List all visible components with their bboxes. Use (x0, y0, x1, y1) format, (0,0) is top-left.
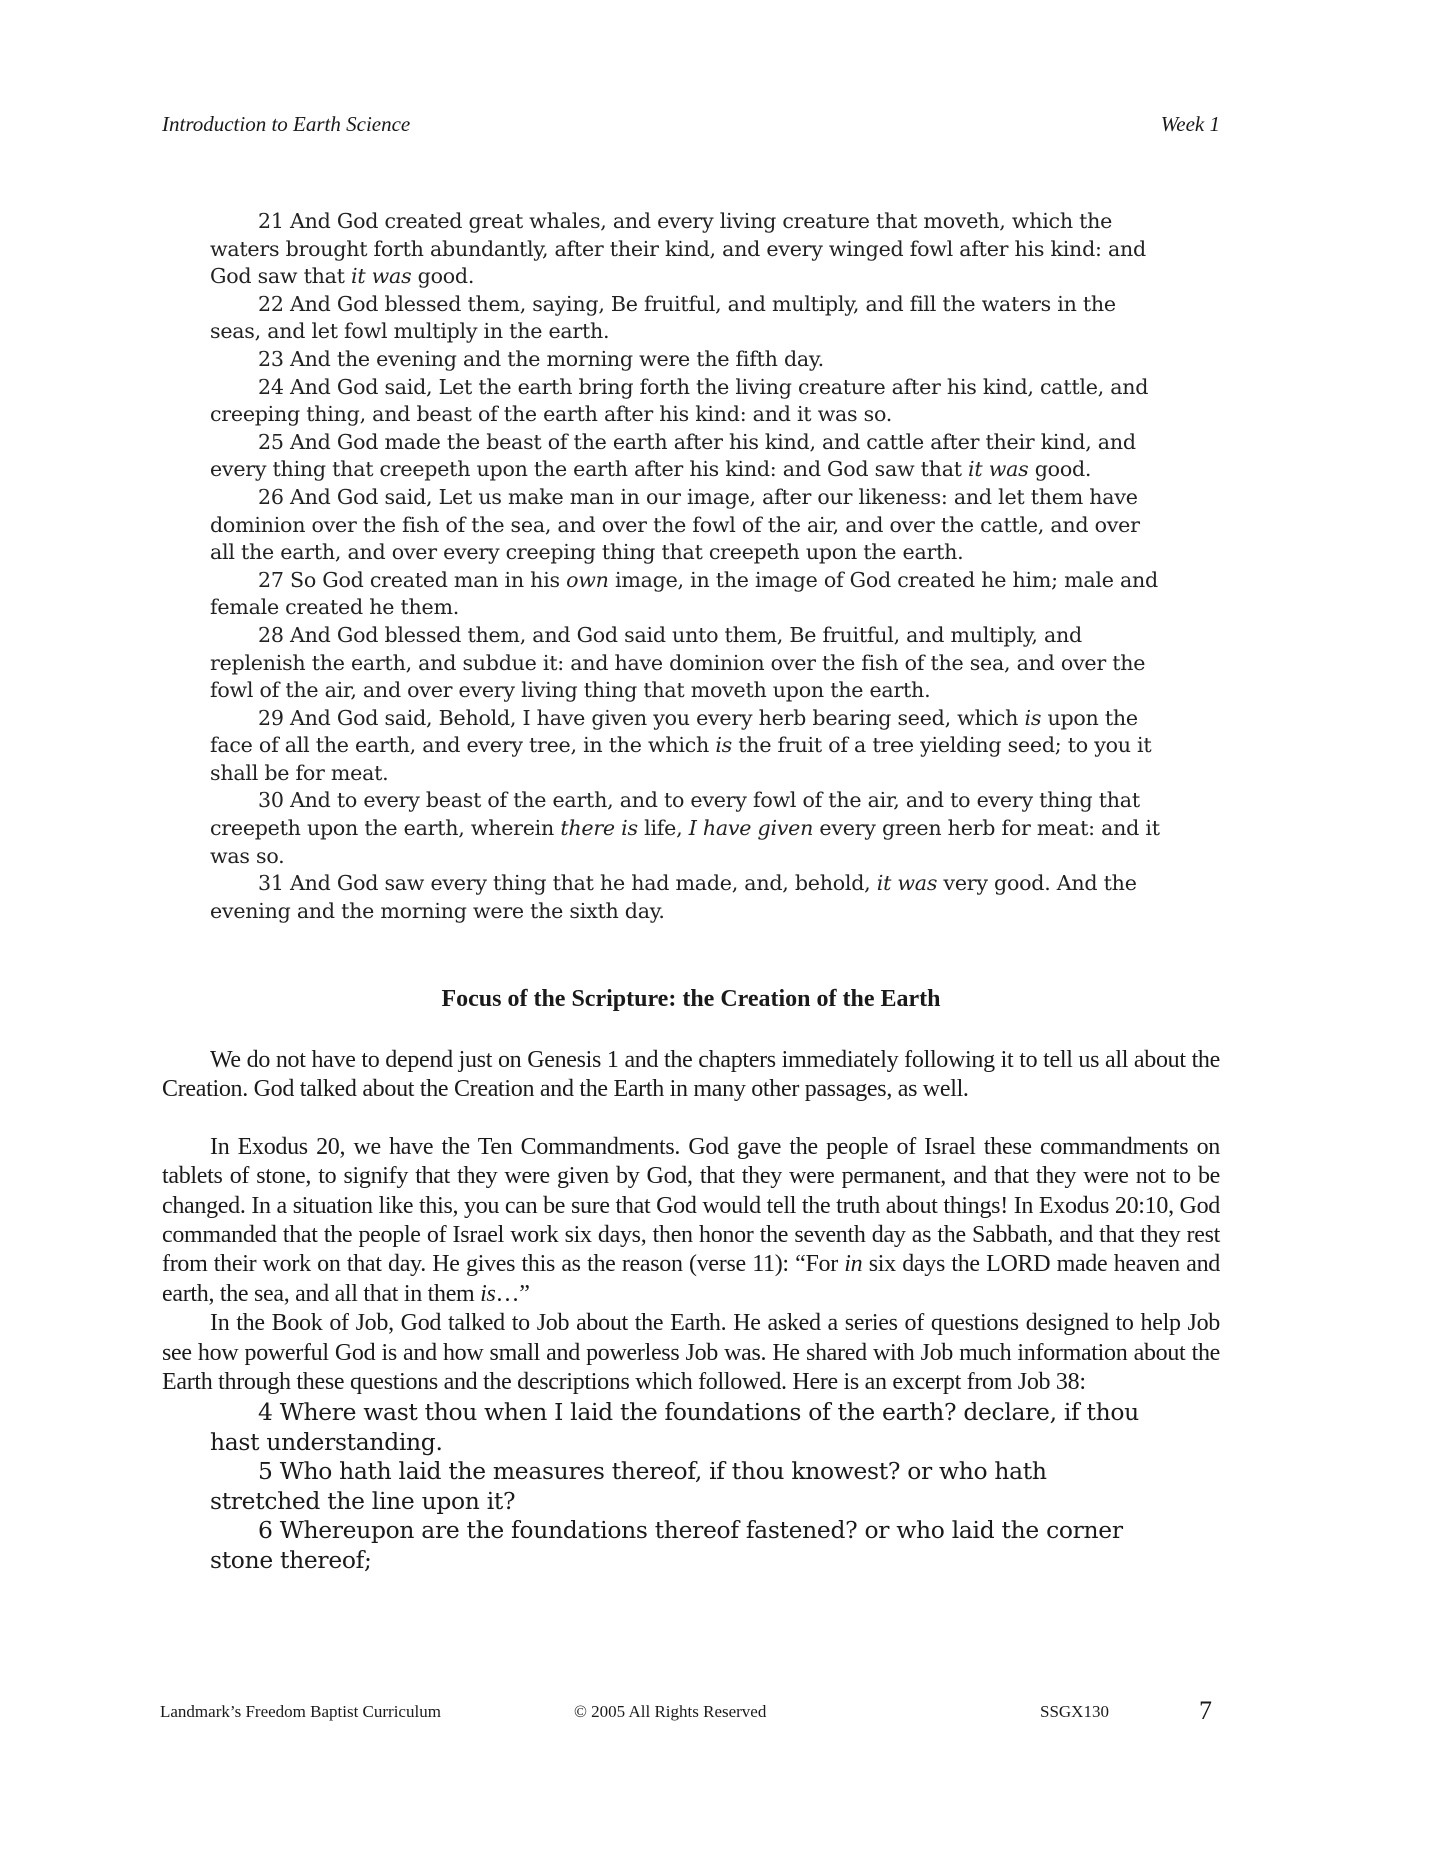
footer-copyright: © 2005 All Rights Reserved (574, 1702, 767, 1721)
verse: 21 And God created great whales, and every living creature that moveth, which the waters brought forth abundantly, after their kind, and every winged fowl after his kind: and God saw that it was good. (210, 209, 1146, 289)
header-week: Week 1 (1160, 112, 1220, 136)
verse: 23 And the evening and the morning were the fifth day. (258, 346, 824, 371)
verse: 26 And God said, Let us make man in our image, after our likeness: and let them have dominion over the fish of the sea, and over the fowl of the air, and over the cattle, and over all the earth, and over every creeping thing that creepeth upon the earth. (210, 484, 1140, 565)
verse: 25 And God made the beast of the earth after his kind, and cattle after their kind, and every thing that creepeth upon the earth after his kind: and God saw that it was good. (210, 429, 1136, 482)
italic-text: own (566, 567, 609, 592)
page-footer (160, 1696, 1220, 1732)
section-heading: Focus of the Scripture: the Creation of the Earth (441, 986, 941, 1012)
excerpt-verse: 4 Where wast thou when I laid the foundations of the earth? declare, if thou hast understanding. (210, 1398, 1139, 1456)
verse: 29 And God said, Behold, I have given you every herb bearing seed, which is upon the face of all the earth, and every tree, in the which is the fruit of a tree yielding seed; to you it shall be for meat. (210, 705, 1152, 785)
body-text (162, 1046, 1220, 1575)
italic-text: it was (968, 457, 1029, 482)
verse: 30 And to every beast of the earth, and to every fowl of the air, and to every thing that creepeth upon the earth, wherein there is life, I have given every green herb for meat: and it was so. (210, 788, 1160, 868)
verse: 28 And God blessed them, and God said unto them, Be fruitful, and multiply, and replenish the earth, and subdue it: and have dominion over the fish of the sea, and over the fowl of the air, and over every living thing that moveth upon the earth. (210, 622, 1146, 703)
page-number: 7 (1199, 1696, 1212, 1725)
verse: 22 And God blessed them, saying, Be fruitful, and multiply, and fill the waters in the seas, and let fowl multiply in the earth. (210, 291, 1116, 344)
footer-code: SSGX130 (1040, 1702, 1109, 1721)
body-paragraph: In Exodus 20, we have the Ten Commandments. God gave the people of Israel these commandments on tablets of stone, to signify that they were given by God, that they were permanent, and that they were not to be changed. In a situation like this, you can be sure that God would tell the truth about things! In Exodus 20:10, God commanded that the people of Israel work six days, then honor the seventh day as the Sabbath, and that they rest from their work on that day. He gives this as the reason (verse 11): “For in six days the LORD made heaven and earth, the sea, and all that in them is…” (162, 1133, 1220, 1307)
italic-text: it was (876, 871, 938, 896)
scripture-passage (210, 208, 1170, 925)
verse: 31 And God saw every thing that he had made, and, behold, it was very good. And the evening and the morning were the sixth day. (210, 871, 1137, 923)
verse: 24 And God said, Let the earth bring forth the living creature after his kind, cattle, and creeping thing, and beast of the earth after his kind: and it was so. (210, 374, 1149, 427)
verse: 27 So God created man in his own image, in the image of God created he him; male and female created he them. (210, 567, 1158, 620)
italic-text: I have given (688, 816, 814, 841)
italic-text: it was (351, 264, 412, 289)
page-header (162, 112, 1220, 137)
body-paragraph: In the Book of Job, God talked to Job about the Earth. He asked a series of questions designed to help Job see how powerful God is and how small and powerless Job was. He shared with Job much information about the Earth through these questions and the descriptions which followed. Here is an excerpt from Job 38: (162, 1310, 1220, 1396)
excerpt-verse: 6 Whereupon are the foundations thereof fastened? or who laid the corner stone thereof; (210, 1516, 1123, 1574)
italic-text: there is (560, 816, 638, 841)
footer-curriculum: Landmark’s Freedom Baptist Curriculum (160, 1702, 441, 1721)
excerpt-verse: 5 Who hath laid the measures thereof, if thou knowest? or who hath stretched the line upon it? (210, 1457, 1047, 1515)
italic-text: is (1024, 705, 1042, 730)
italic-text: is (715, 733, 732, 758)
header-title: Introduction to Earth Science (162, 112, 411, 136)
job-excerpt (162, 1398, 1158, 1574)
italic-text: in (844, 1251, 863, 1278)
body-paragraph: We do not have to depend just on Genesis 1 and the chapters immediately following it to tell us all about the Creation. God talked about the Creation and the Earth in many other passages, as well. (162, 1047, 1220, 1103)
italic-text: is (480, 1280, 496, 1307)
